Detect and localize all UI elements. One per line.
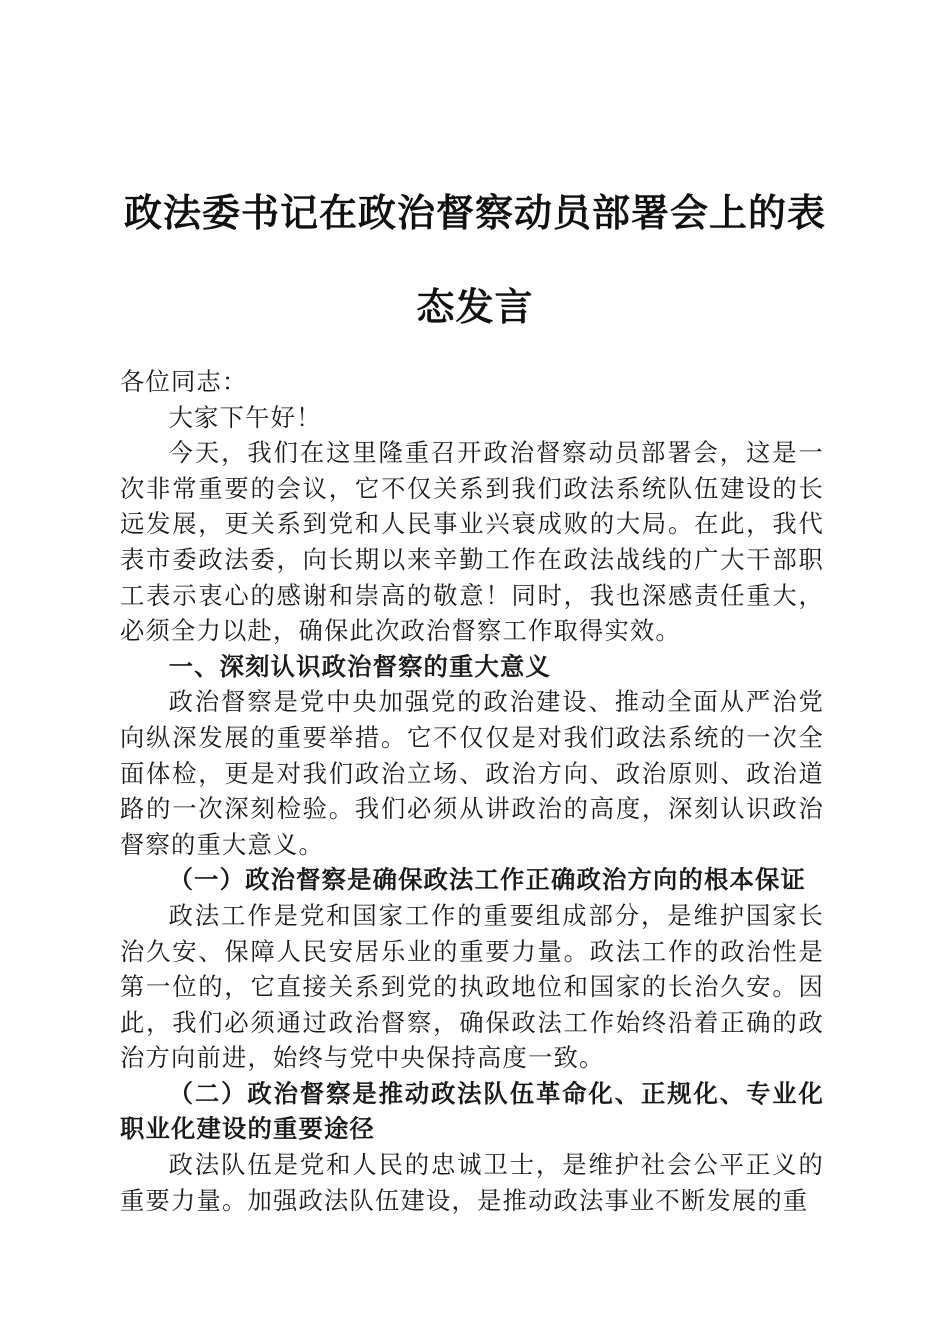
greeting: 大家下午好！ [168, 402, 322, 432]
salutation: 各位同志： [120, 367, 248, 396]
subsection-heading-1: （一）政治督察是确保政法工作正确政治方向的根本保证 [168, 865, 807, 895]
subsection-heading-2: （二）政治督察是推动政法队伍革命化、正规化、专业化职业化建设的重要途径 [120, 1078, 824, 1144]
section-heading-1: 一、深刻认识政治督察的重大意义 [168, 651, 552, 681]
document-title: 政法委书记在政治督察动员部署会上的表态发言 [123, 190, 826, 329]
subsection-1-paragraph: 政法工作是党和国家工作的重要组成部分，是维护国家长治久安、保障人民安居乐业的重要力量。政法工作的政治性是第一位的，它直接关系到党的执政地位和国家的长治久安。因此，我们必须通过政治督察，确保政法工作始终沿着正确的政治方向前进，始终与党中央保持高度一致。 [120, 900, 824, 1073]
section-1-paragraph: 政治督察是党中央加强党的政治建设、推动全面从严治党向纵深发展的重要举措。它不仅仅是对我们政法系统的一次全面体检，更是对我们政治立场、政治方向、政治原则、政治道路的一次深刻检验。我们必须从讲政治的高度，深刻认识政治督察的重大意义。 [120, 687, 824, 859]
document-body [120, 364, 824, 1218]
intro-paragraph: 今天，我们在这里隆重召开政治督察动员部署会，这是一次非常重要的会议，它不仅关系到我们政法系统队伍建设的长远发展，更关系到党和人民事业兴衰成败的大局。在此，我代表市委政法委，向长期以来辛勤工作在政法战线的广大干部职工表示衷心的感谢和崇高的敬意！同时，我也深感责任重大，必须全力以赴，确保此次政治督察工作取得实效。 [120, 438, 824, 646]
subsection-2-paragraph: 政法队伍是党和人民的忠诚卫士，是维护社会公平正义的重要力量。加强政法队伍建设，是推动政法事业不断发展的重 [120, 1150, 824, 1215]
